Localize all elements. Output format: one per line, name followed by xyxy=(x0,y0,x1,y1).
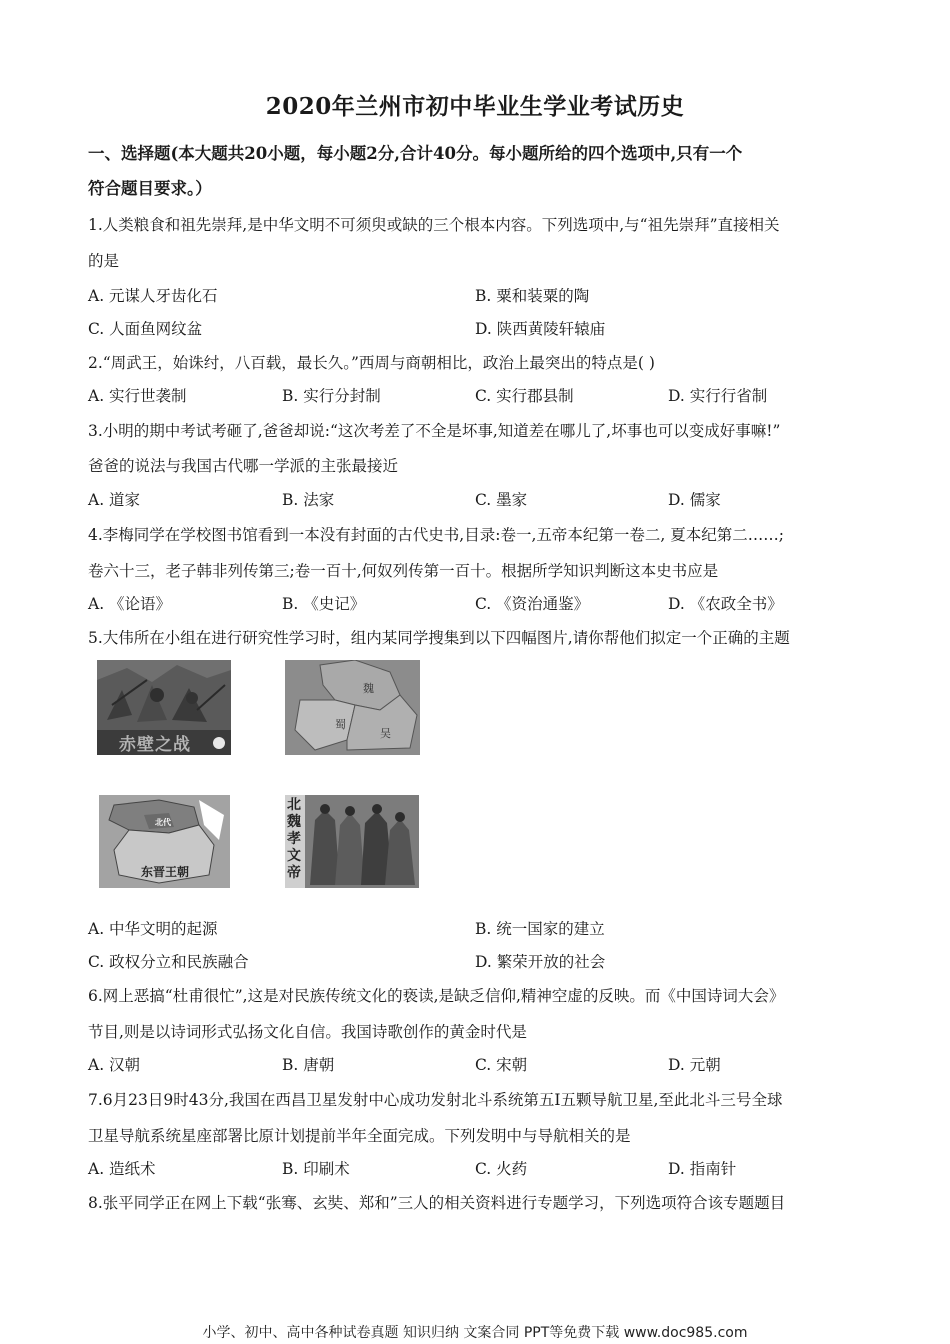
q5-option-c: C. 政权分立和民族融合 xyxy=(88,953,249,971)
q4-option-d: D. 《农政全书》 xyxy=(668,595,783,613)
xiaowen-vertical-text: 北魏孝文帝 xyxy=(287,797,301,881)
q6-option-a: A. 汉朝 xyxy=(88,1056,141,1074)
section-heading-line1: 一、选择题(本大题共20小题，每小题2分,合计40分。每小题所给的四个选项中,只有一个 xyxy=(88,144,743,163)
q4-option-c: C. 《资治通鉴》 xyxy=(475,595,590,613)
map-label-wei: 魏 xyxy=(363,682,374,695)
q4-option-a: A. 《论语》 xyxy=(88,595,172,613)
q3-option-c: C. 墨家 xyxy=(475,491,528,509)
q1-stem-line1: 1.人类粮食和祖先崇拜,是中华文明不可须臾或缺的三个根本内容。下列选项中,与“祖先崇拜”直接相关 xyxy=(88,216,780,234)
q4-stem-line1: 4.李梅同学在学校图书馆看到一本没有封面的古代史书,目录:卷一,五帝本纪第一卷二, 夏本纪第二……; xyxy=(88,526,784,544)
q5-option-a: A. 中华文明的起源 xyxy=(88,920,218,938)
map-label-shu: 蜀 xyxy=(335,718,346,731)
three-kingdoms-map-image xyxy=(285,660,420,755)
q1-option-c: C. 人面鱼网纹盆 xyxy=(88,320,203,338)
q7-stem-line1: 7.6月23日9时43分,我国在西昌卫星发射中心成功发射北斗系统第五Ⅰ五颗导航卫星,至此北斗三号全球 xyxy=(88,1091,783,1109)
q5-stem: 5.大伟所在小组在进行研究性学习时，组内某同学搜集到以下四幅图片,请你帮他们拟定一个正确的主题 xyxy=(88,629,790,647)
q1-option-a: A. 元谋人牙齿化石 xyxy=(88,287,218,305)
q2-option-c: C. 实行郡县制 xyxy=(475,387,574,405)
q6-option-d: D. 元朝 xyxy=(668,1056,721,1074)
q2-option-b: B. 实行分封制 xyxy=(282,387,381,405)
q7-option-a: A. 造纸术 xyxy=(88,1160,156,1178)
q1-option-b: B. 粟和装粟的陶 xyxy=(475,287,590,305)
q3-option-b: B. 法家 xyxy=(282,491,335,509)
q5-option-b: B. 统一国家的建立 xyxy=(475,920,605,938)
chibi-caption: 赤壁之战 xyxy=(119,735,191,755)
q2-option-d: D. 实行行省制 xyxy=(668,387,768,405)
eastern-jin-caption: 东晋王朝 xyxy=(141,865,190,879)
eastern-jin-map-image xyxy=(99,795,230,888)
q4-option-b: B. 《史记》 xyxy=(282,595,366,613)
q3-stem-line1: 3.小明的期中考试考砸了,爸爸却说:“这次考差了不全是坏事,知道差在哪儿了,坏事也可以变成好事嘛!” xyxy=(88,422,781,440)
q7-stem-line2: 卫星导航系统星座部署比原计划提前半年全面完成。下列发明中与导航相关的是 xyxy=(88,1127,631,1145)
q3-stem-line2: 爸爸的说法与我国古代哪一学派的主张最接近 xyxy=(88,457,399,475)
q3-option-d: D. 儒家 xyxy=(668,491,721,509)
q2-stem: 2.“周武王，始诛纣，八百载，最长久。”西周与商朝相比，政治上最突出的特点是( ) xyxy=(88,354,655,372)
chibi-battle-image xyxy=(97,660,231,755)
q7-option-c: C. 火药 xyxy=(475,1160,528,1178)
page-title: 2020年兰州市初中毕业生学业考试历史 xyxy=(265,93,685,120)
q4-stem-line2: 卷六十三，老子韩非列传第三;卷一百十,何奴列传第一百十。根据所学知识判断这本史书应是 xyxy=(88,562,719,580)
q1-option-d: D. 陕西黄陵轩辕庙 xyxy=(475,320,606,338)
section-heading-line2: 符合题目要求。） xyxy=(88,179,212,198)
q5-option-d: D. 繁荣开放的社会 xyxy=(475,953,606,971)
q6-stem-line2: 节目,则是以诗词形式弘扬文化自信。我国诗歌创作的黄金时代是 xyxy=(88,1023,527,1041)
q6-option-c: C. 宋朝 xyxy=(475,1056,528,1074)
map-label-wu: 吴 xyxy=(380,727,391,740)
q7-option-d: D. 指南针 xyxy=(668,1160,737,1178)
q3-option-a: A. 道家 xyxy=(88,491,141,509)
q2-option-a: A. 实行世袭制 xyxy=(88,387,187,405)
footer-text: 小学、初中、高中各种试卷真题 知识归纳 文案合同 PPT等免费下载 www.doc985.com xyxy=(202,1325,748,1341)
xiaowen-emperor-image xyxy=(285,795,419,888)
q8-stem: 8.张平同学正在网上下载“张骞、玄奘、郑和”三人的相关资料进行专题学习，下列选项符合该专题题目 xyxy=(88,1194,786,1212)
q6-stem-line1: 6.网上恶搞“杜甫很忙”,这是对民族传统文化的亵读,是缺乏信仰,精神空虚的反映。而《中国诗词大会》 xyxy=(88,987,785,1005)
q6-option-b: B. 唐朝 xyxy=(282,1056,335,1074)
q7-option-b: B. 印刷术 xyxy=(282,1160,350,1178)
q1-stem-line2: 的是 xyxy=(88,252,120,270)
map-label-beidai: 北代 xyxy=(155,817,171,827)
